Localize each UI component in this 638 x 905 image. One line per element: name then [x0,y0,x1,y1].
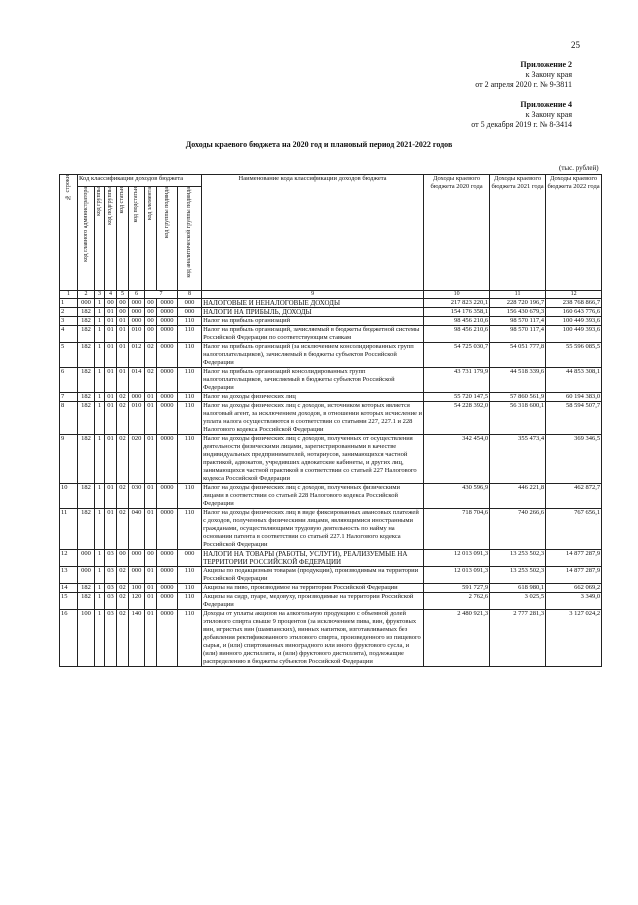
subtype-group-code-cell: 0000 [157,584,178,593]
value-2022-cell: 767 656,1 [546,509,602,550]
subarticle-code-cell: 020 [129,435,145,484]
value-2022-cell: 3 349,0 [546,593,602,610]
row-number-cell: 11 [60,509,78,550]
value-2020-cell: 342 454,0 [424,435,490,484]
element-code-cell: 00 [145,326,157,343]
group-code-cell: 1 [95,393,105,402]
admin-code-cell: 182 [78,393,95,402]
group-code-cell: 1 [95,402,105,435]
article-code-cell: 00 [117,308,129,317]
group-code-cell: 1 [95,317,105,326]
article-code-cell: 02 [117,567,129,584]
revenue-name-cell: Налог на доходы физических лиц [202,393,424,402]
group-code-cell: 1 [95,435,105,484]
article-code-cell: 01 [117,317,129,326]
article-code-cell: 02 [117,484,129,509]
revenue-name-cell: Налог на прибыль организаций [202,317,424,326]
analytic-group-code-cell: 110 [178,317,202,326]
element-code-cell: 01 [145,509,157,550]
subtype-group-code-cell: 0000 [157,317,178,326]
admin-code-cell: 182 [78,368,95,393]
value-2020-cell: 430 596,9 [424,484,490,509]
value-2021-cell: 2 777 281,3 [490,610,546,667]
subgroup-code-cell: 01 [105,317,117,326]
admin-code-cell: 182 [78,509,95,550]
table-row [60,368,602,393]
table-row [60,308,602,317]
article-code-cell: 01 [117,343,129,368]
subtype-group-code-cell: 0000 [157,343,178,368]
element-code-cell: 01 [145,593,157,610]
column-number: 5 [117,291,129,299]
article-code-cell: 02 [117,584,129,593]
table-row [60,567,602,584]
value-2020-cell: 54 228 392,0 [424,402,490,435]
value-2020-cell: 98 456 210,6 [424,317,490,326]
subgroup-code-cell: 01 [105,435,117,484]
revenue-name-cell: НАЛОГИ НА ПРИБЫЛЬ, ДОХОДЫ [202,308,424,317]
header-classification-group: Код классификации доходов бюджета [78,175,202,187]
analytic-group-code-cell: 110 [178,343,202,368]
value-2022-cell: 3 127 024,2 [546,610,602,667]
analytic-group-code-cell: 000 [178,308,202,317]
units-label: (тыс. рублей) [559,164,599,172]
row-number-cell: 10 [60,484,78,509]
column-number: 7 [145,291,178,299]
table-row [60,584,602,593]
revenue-name-cell: Налог на прибыль организаций (за исключением консолидированных групп налогоплательщиков), зачисляемый в бюджеты субъектов Российской Федерации [202,343,424,368]
group-code-cell: 1 [95,509,105,550]
value-2021-cell: 98 570 117,4 [490,326,546,343]
revenue-name-cell: Налог на доходы физических лиц в виде фиксированных авансовых платежей с доходов, полученных физическими лицами, являющимися иностранными гражданами, осуществляющими трудовую деятельность по найму на основании патента в соответствии со статьей 227.1 Налогового кодекса Российской Федерации [202,509,424,550]
admin-code-cell: 000 [78,550,95,567]
subgroup-code-cell: 01 [105,484,117,509]
subgroup-code-cell: 03 [105,610,117,667]
analytic-group-code-cell: 110 [178,326,202,343]
value-2021-cell: 44 518 339,6 [490,368,546,393]
analytic-group-code-cell: 110 [178,610,202,667]
admin-code-cell: 000 [78,567,95,584]
subarticle-code-cell: 000 [129,567,145,584]
header-2021: Доходы краевого бюджета 2021 года [490,175,546,291]
group-code-cell: 1 [95,550,105,567]
table-row [60,326,602,343]
appendix-new-line2: от 2 апреля 2020 г. № 9-3811 [475,80,572,89]
element-code-cell: 00 [145,308,157,317]
analytic-group-code-cell: 110 [178,484,202,509]
admin-code-cell: 182 [78,317,95,326]
subtype-group-code-cell: 0000 [157,610,178,667]
row-number-cell: 9 [60,435,78,484]
value-2022-cell: 14 877 287,9 [546,550,602,567]
subtype-group-code-cell: 0000 [157,308,178,317]
column-number: 8 [178,291,202,299]
subgroup-code-cell: 01 [105,402,117,435]
value-2020-cell: 2 480 921,3 [424,610,490,667]
row-number-cell: 5 [60,343,78,368]
article-code-cell: 00 [117,550,129,567]
admin-code-cell: 100 [78,610,95,667]
article-code-cell: 02 [117,435,129,484]
row-number-cell: 1 [60,299,78,308]
value-2021-cell: 3 025,5 [490,593,546,610]
subtype-group-code-cell: 0000 [157,550,178,567]
header-2020: Доходы краевого бюджета 2020 года [424,175,490,291]
appendix-old-line1: к Закону края [525,110,572,119]
header-subgroup-code: код подгруппы [105,187,117,291]
subgroup-code-cell: 00 [105,299,117,308]
table-row [60,299,602,308]
value-2022-cell: 14 877 287,9 [546,567,602,584]
column-number: 9 [202,291,424,299]
element-code-cell: 02 [145,368,157,393]
value-2022-cell: 369 346,5 [546,435,602,484]
value-2020-cell: 98 456 210,6 [424,326,490,343]
subarticle-code-cell: 000 [129,308,145,317]
revenue-name-cell: Налог на доходы физических лиц с доходов, источником которых является налоговый агент, за исключением доходов, в отношении которых исчисление и уплата налога осуществляются в соответствии со статьями 227, 227.1 и 228 Налогового кодекса Российской Федерации [203,402,423,433]
column-number: 4 [105,291,117,299]
subtype-group-code-cell: 0000 [157,593,178,610]
subarticle-code-cell: 010 [129,326,145,343]
subarticle-code-cell: 000 [129,299,145,308]
row-number-cell: 2 [60,308,78,317]
element-code-cell: 01 [145,567,157,584]
admin-code-cell: 182 [78,343,95,368]
admin-code-cell: 182 [78,435,95,484]
group-code-cell: 1 [95,567,105,584]
column-number-row [60,291,602,299]
article-code-cell: 02 [117,593,129,610]
subtype-group-code-cell: 0000 [157,393,178,402]
admin-code-cell: 182 [78,402,95,435]
value-2022-cell: 44 853 308,1 [546,368,602,393]
table-row [60,317,602,326]
subgroup-code-cell: 03 [105,593,117,610]
revenue-name-cell: НАЛОГОВЫЕ И НЕНАЛОГОВЫЕ ДОХОДЫ [202,299,424,308]
value-2020-cell: 12 013 091,3 [424,567,490,584]
row-number-cell: 3 [60,317,78,326]
appendix-old-block [471,100,572,130]
analytic-group-code-cell: 110 [178,368,202,393]
value-2020-cell: 217 823 220,1 [424,299,490,308]
row-number-cell: 7 [60,393,78,402]
element-code-cell: 00 [145,317,157,326]
article-code-cell: 01 [117,368,129,393]
subtype-group-code-cell: 0000 [157,299,178,308]
row-number-cell: 16 [60,610,78,667]
row-number-cell: 15 [60,593,78,610]
value-2022-cell: 100 449 393,6 [546,326,602,343]
value-2022-cell: 55 596 085,5 [546,343,602,368]
value-2022-cell: 60 194 383,0 [546,393,602,402]
row-number-cell: 14 [60,584,78,593]
subtype-group-code-cell: 0000 [157,509,178,550]
analytic-group-code-cell: 110 [178,593,202,610]
element-code-cell: 01 [145,484,157,509]
revenue-name-cell: Акцизы по подакцизным товарам (продукции), производимым на территории Российской Федерации [202,567,424,584]
value-2020-cell: 2 762,6 [424,593,490,610]
column-number: 1 [60,291,78,299]
element-code-cell: 01 [145,435,157,484]
header-admin-code: код главного администратора [78,187,95,291]
group-code-cell: 1 [95,343,105,368]
subarticle-code-cell: 010 [129,402,145,435]
element-code-cell: 01 [145,610,157,667]
table-row [60,393,602,402]
column-number: 2 [78,291,95,299]
subarticle-code-cell: 000 [129,393,145,402]
admin-code-cell: 182 [78,484,95,509]
element-code-cell: 02 [145,343,157,368]
table-row [60,509,602,550]
column-number: 3 [95,291,105,299]
subtype-group-code-cell: 0000 [157,402,178,435]
analytic-group-code-cell: 000 [178,550,202,567]
subtype-group-code-cell: 0000 [157,368,178,393]
subtype-group-code-cell: 0000 [157,567,178,584]
article-code-cell: 00 [117,299,129,308]
admin-code-cell: 182 [78,593,95,610]
subarticle-code-cell: 014 [129,368,145,393]
value-2020-cell: 54 725 030,7 [424,343,490,368]
header-row-number: № строки [60,175,78,291]
revenue-table [59,174,602,667]
article-code-cell: 02 [117,610,129,667]
value-2022-cell: 662 069,2 [546,584,602,593]
revenue-name-cell: Налог на прибыль организаций консолидированных групп налогоплательщиков, зачисляемый в бюджеты субъектов Российской Федерации [202,368,424,393]
analytic-group-code-cell: 110 [178,509,202,550]
subgroup-code-cell: 03 [105,567,117,584]
row-number-cell: 4 [60,326,78,343]
article-code-cell: 01 [117,326,129,343]
table-row [60,343,602,368]
table-row [60,435,602,484]
subtype-group-code-cell: 0000 [157,484,178,509]
appendix-old-title: Приложение 4 [520,100,572,109]
value-2021-cell: 13 253 502,3 [490,550,546,567]
subtype-group-code-cell: 0000 [157,435,178,484]
element-code-cell: 00 [145,299,157,308]
page-number: 25 [571,40,580,50]
element-code-cell: 00 [145,550,157,567]
group-code-cell: 1 [95,484,105,509]
value-2021-cell: 740 266,6 [490,509,546,550]
article-code-cell: 02 [117,393,129,402]
appendix-new-block [475,60,572,90]
subarticle-code-cell: 000 [129,317,145,326]
element-code-cell: 01 [145,584,157,593]
value-2022-cell: 100 449 393,6 [546,317,602,326]
subarticle-code-cell: 040 [129,509,145,550]
revenue-name-cell: Налог на доходы физических лиц с доходов, полученных физическими лицами в соответствии со статьей 228 Налогового кодекса Российской Федерации [202,484,424,509]
subgroup-code-cell: 01 [105,308,117,317]
subarticle-code-cell: 030 [129,484,145,509]
article-code-cell: 02 [117,509,129,550]
value-2020-cell: 12 013 091,3 [424,550,490,567]
subgroup-code-cell: 01 [105,509,117,550]
appendix-old-line2: от 5 декабря 2019 г. № 8-3414 [471,120,572,129]
value-2022-cell: 238 768 866,7 [546,299,602,308]
analytic-group-code-cell: 110 [178,584,202,593]
row-number-cell: 6 [60,368,78,393]
value-2020-cell: 43 731 179,9 [424,368,490,393]
column-number: 11 [490,291,546,299]
revenue-name-cell: Налог на доходы физических лиц с доходов, полученных от осуществления деятельности физическими лицами, зарегистрированными в качестве индивидуальных предпринимателей, нотариусов, занимающихся частной практикой, адвокатов, учредивших адвокатские кабинеты, и других лиц, занимающихся частной практикой в соответствии со статьей 227 Налогового кодекса Российской Федерации [202,435,424,484]
header-2022: Доходы краевого бюджета 2022 года [546,175,602,291]
value-2021-cell: 54 051 777,8 [490,343,546,368]
value-2020-cell: 55 720 147,5 [424,393,490,402]
subarticle-code-cell: 100 [129,584,145,593]
value-2020-cell: 154 176 358,1 [424,308,490,317]
subgroup-code-cell: 03 [105,584,117,593]
row-number-cell: 13 [60,567,78,584]
header-subarticle-code: код подстатьи [129,187,145,291]
group-code-cell: 1 [95,326,105,343]
row-number-cell: 12 [60,550,78,567]
element-code-cell: 01 [145,393,157,402]
revenue-name-cell: Акцизы на пиво, производимое на территории Российской Федерации [202,584,424,593]
article-code-cell: 02 [117,402,129,435]
analytic-group-code-cell: 110 [178,567,202,584]
column-number: 12 [546,291,602,299]
subgroup-code-cell: 01 [105,343,117,368]
subarticle-code-cell: 012 [129,343,145,368]
value-2021-cell: 355 473,4 [490,435,546,484]
appendix-new-title: Приложение 2 [520,60,572,69]
table-row [60,484,602,509]
header-article-code: код статьи [117,187,129,291]
value-2020-cell: 718 704,6 [424,509,490,550]
value-2021-cell: 618 980,1 [490,584,546,593]
table-row [60,402,602,435]
group-code-cell: 1 [95,610,105,667]
subarticle-code-cell: 000 [129,550,145,567]
admin-code-cell: 182 [78,308,95,317]
value-2021-cell: 228 720 196,7 [490,299,546,308]
document-heading: Доходы краевого бюджета на 2020 год и плановый период 2021-2022 годов [185,140,453,149]
revenue-name-cell: Акцизы на сидр, пуаре, медовуху, производимые на территории Российской Федерации [202,593,424,610]
subarticle-code-cell: 120 [129,593,145,610]
header-element-code: код элемента [145,187,157,291]
analytic-group-code-cell: 110 [178,402,202,435]
row-number-cell: 8 [60,402,78,435]
revenue-name-cell: НАЛОГИ НА ТОВАРЫ (РАБОТЫ, УСЛУГИ), РЕАЛИЗУЕМЫЕ НА ТЕРРИТОРИИ РОССИЙСКОЙ ФЕДЕРАЦИИ [202,550,424,567]
appendix-new-line1: к Закону края [525,70,572,79]
value-2021-cell: 156 430 679,3 [490,308,546,317]
subarticle-code-cell: 140 [129,610,145,667]
analytic-group-code-cell: 000 [178,299,202,308]
analytic-group-code-cell: 110 [178,435,202,484]
group-code-cell: 1 [95,368,105,393]
group-code-cell: 1 [95,308,105,317]
revenue-name-cell: Доходы от уплаты акцизов на алкогольную продукцию с объемной долей этилового спирта свыше 9 процентов (за исключением пива, вин, фруктовых вин, игристых вин (шампанских), винных напитков, изготавливаемых без добавления ректификованного этилового спирта, произведенного из пищевого сырья, и (или) спиртованных виноградного или иного фруктового сусла, и (или) винного дистиллята, и (или) фруктового дистиллята), подлежащие распределению в бюджеты субъектов Российской Федерации [202,610,424,667]
revenue-name-cell: Налог на прибыль организаций, зачисляемый в бюджеты бюджетной системы Российской Федерации по соответствующим ставкам [202,326,424,343]
value-2022-cell: 462 872,7 [546,484,602,509]
admin-code-cell: 000 [78,299,95,308]
table-row [60,593,602,610]
group-code-cell: 1 [95,593,105,610]
subgroup-code-cell: 03 [105,550,117,567]
analytic-group-code-cell: 110 [178,393,202,402]
subgroup-code-cell: 01 [105,393,117,402]
value-2021-cell: 13 253 502,3 [490,567,546,584]
table-row [60,550,602,567]
header-analytic-group-code: код аналитической группы подвида [178,187,202,291]
admin-code-cell: 182 [78,584,95,593]
value-2020-cell: 591 727,9 [424,584,490,593]
column-number: 6 [129,291,145,299]
subgroup-code-cell: 01 [105,326,117,343]
value-2021-cell: 57 860 561,9 [490,393,546,402]
header-group-code: код группы [95,187,105,291]
subtype-group-code-cell: 0000 [157,326,178,343]
value-2021-cell: 446 221,8 [490,484,546,509]
value-2022-cell: 160 643 776,6 [546,308,602,317]
table-row [60,610,602,667]
value-2021-cell: 98 570 117,4 [490,317,546,326]
header-subtype-group-code: код группы подвида [157,187,178,291]
group-code-cell: 1 [95,584,105,593]
value-2021-cell: 56 318 600,1 [490,402,546,435]
column-number: 10 [424,291,490,299]
admin-code-cell: 182 [78,326,95,343]
element-code-cell: 01 [145,402,157,435]
value-2022-cell: 58 594 507,7 [546,402,602,435]
subgroup-code-cell: 01 [105,368,117,393]
group-code-cell: 1 [95,299,105,308]
header-name: Наименование кода классификации доходов бюджета [202,175,424,291]
